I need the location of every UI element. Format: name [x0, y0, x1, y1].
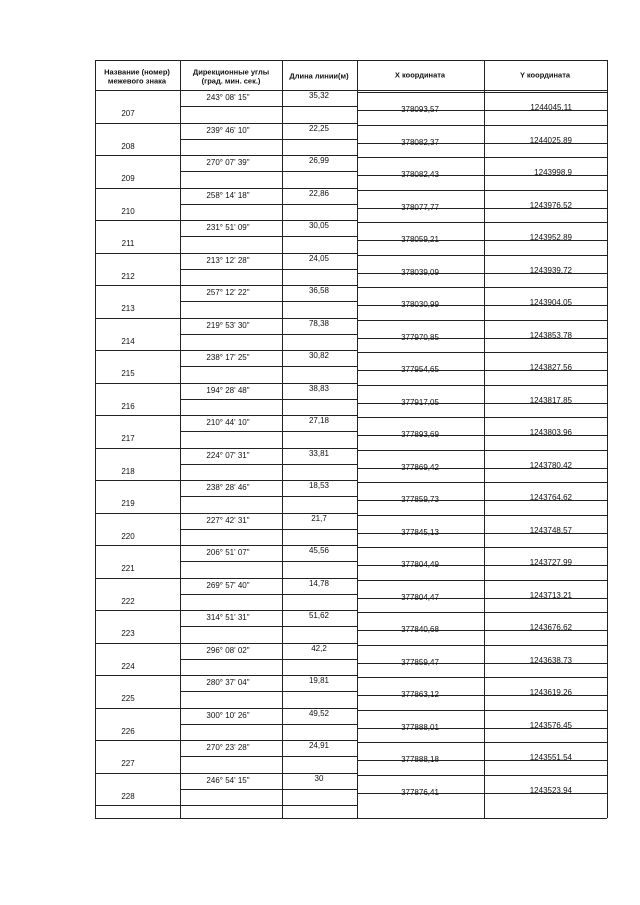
row-mid-line [180, 204, 357, 205]
row-name-border [95, 740, 180, 741]
point-name: 224 [121, 661, 135, 671]
x-coordinate: 377893,69 [401, 430, 439, 440]
point-name: 211 [121, 239, 135, 249]
column-border [357, 60, 358, 818]
point-name: 220 [121, 531, 135, 541]
row-segment-border [180, 318, 357, 319]
header-name-line1: Название (номер) [104, 67, 170, 77]
row-coord-top [357, 677, 607, 678]
row-segment-border [180, 480, 357, 481]
length-value: 30,82 [308, 351, 330, 360]
row-name-border [95, 155, 180, 156]
angle-value: 213° 12' 28" [206, 255, 250, 265]
row-name-border [95, 513, 180, 514]
point-name: 217 [121, 434, 135, 444]
y-coordinate: 1243904,05 [529, 298, 572, 308]
y-coordinate: 1243523,94 [529, 785, 572, 795]
y-coordinate: 1243853,78 [529, 330, 572, 340]
row-coord-top [357, 645, 607, 646]
y-coordinate: 1243748,57 [529, 525, 572, 535]
row-mid-line [180, 431, 357, 432]
length-value: 36,58 [308, 286, 330, 295]
angle-value: 280° 37' 04" [206, 678, 250, 687]
point-name: 209 [121, 174, 135, 184]
angle-value: 243° 08' 15" [206, 93, 250, 102]
angle-value: 300° 10' 26" [206, 710, 250, 720]
row-segment-border [180, 253, 357, 254]
angle-value: 270° 07' 39" [206, 158, 250, 167]
row-mid-line [180, 236, 357, 237]
length-value: 27,18 [308, 416, 330, 425]
angle-value: 210° 44' 10" [206, 418, 250, 427]
x-coordinate: 377954,65 [401, 365, 439, 375]
column-border [180, 60, 181, 818]
row-mid-line [180, 724, 357, 725]
point-name: 219 [121, 499, 135, 509]
length-value: 24,91 [308, 741, 330, 750]
header-angle-line1: Дирекционные углы [192, 67, 270, 77]
y-coordinate: 1243551,54 [529, 753, 572, 763]
row-mid-line [180, 691, 357, 692]
x-coordinate: 378077,77 [401, 202, 439, 212]
angle-value: 206° 51' 07" [206, 548, 250, 557]
y-coordinate: 1243713,21 [529, 590, 572, 600]
row-segment-border [180, 545, 357, 546]
row-mid-line [180, 301, 357, 302]
length-value: 33,81 [308, 448, 330, 458]
x-coordinate: 377863,12 [401, 690, 439, 700]
y-coordinate: 1243939,72 [529, 265, 572, 275]
row-mid-line [180, 464, 357, 465]
header-name-line2: межевого знака [107, 76, 167, 86]
row-mid-line [180, 269, 357, 270]
length-value: 42,2 [311, 643, 327, 653]
row-segment-border [180, 513, 357, 514]
x-coordinate: 377869,42 [401, 462, 439, 472]
row-name-border [95, 318, 180, 319]
header-angle-line2: (град. мин. сек.) [201, 76, 261, 86]
row-coord-top [357, 255, 607, 256]
y-coordinate: 1243780,42 [529, 460, 572, 470]
y-coordinate: 1243638,73 [529, 655, 572, 665]
row-name-border [95, 123, 180, 124]
row-name-border [95, 448, 180, 449]
angle-value: 258° 14' 18" [206, 190, 250, 200]
y-coordinate: 1243998,9 [534, 168, 572, 178]
angle-value: 270° 23' 28" [206, 743, 250, 752]
row-coord-top [357, 125, 607, 126]
point-name: 210 [121, 206, 135, 216]
length-value: 14,78 [308, 578, 330, 588]
row-name-border [95, 383, 180, 384]
y-coordinate: 1244045,11 [530, 103, 572, 113]
row-mid-line [180, 561, 357, 562]
length-value: 78,38 [308, 318, 330, 328]
column-border [282, 60, 283, 818]
length-value: 19,81 [308, 676, 330, 685]
row-segment-border [180, 740, 357, 741]
row-coord-top [357, 710, 607, 711]
row-coord-top [357, 157, 607, 158]
row-name-border [95, 578, 180, 579]
row-segment-border [180, 155, 357, 156]
row-coord-top [357, 417, 607, 418]
length-value: 18,53 [308, 481, 330, 490]
y-coordinate: 1243803,96 [529, 428, 572, 438]
row-segment-border [180, 675, 357, 676]
length-value: 22,86 [308, 188, 330, 198]
point-name: 222 [121, 596, 135, 606]
row-coord-top [357, 287, 607, 288]
header-x: X координата [394, 70, 446, 80]
length-value: 51,62 [308, 611, 330, 620]
y-coordinate: 1243576,45 [529, 720, 572, 730]
angle-value: 257° 12' 22" [206, 288, 250, 297]
row-coord-top [357, 547, 607, 548]
point-name: 207 [121, 109, 135, 119]
row-mid-line [180, 334, 357, 335]
length-value: 26,99 [308, 156, 330, 165]
angle-value: 314° 51' 31" [206, 613, 250, 622]
row-mid-line [180, 529, 357, 530]
point-name: 223 [121, 629, 135, 639]
x-coordinate: 378082,43 [401, 170, 439, 180]
y-coordinate: 1243764,62 [529, 493, 572, 503]
x-coordinate: 377888,18 [401, 755, 439, 765]
row-name-border [95, 220, 180, 221]
angle-value: 238° 28' 46" [206, 483, 250, 492]
row-segment-border [180, 220, 357, 221]
header-bottom-border [95, 90, 607, 91]
y-coordinate: 1243976,52 [529, 200, 572, 210]
row-mid-line [180, 106, 357, 107]
x-coordinate: 378030,99 [401, 300, 439, 310]
row-name-border [95, 350, 180, 351]
length-value: 49,52 [308, 708, 330, 718]
angle-value: 269° 57' 40" [206, 580, 250, 590]
x-coordinate: 377859,73 [401, 495, 439, 505]
row-coord-top [357, 450, 607, 451]
x-coordinate: 377970,85 [401, 332, 439, 342]
row-mid-line [180, 171, 357, 172]
column-border [607, 60, 608, 818]
row-coord-top [357, 92, 607, 93]
x-coordinate: 378039,09 [401, 267, 439, 277]
angle-value: 219° 53' 30" [206, 320, 250, 330]
length-value: 22,25 [308, 123, 330, 133]
x-coordinate: 378059,21 [401, 235, 439, 245]
row-mid-line [180, 594, 357, 595]
row-name-border [95, 708, 180, 709]
length-value: 21,7 [311, 513, 327, 523]
x-coordinate: 377840,68 [401, 625, 439, 635]
row-segment-border [180, 285, 357, 286]
row-coord-top [357, 515, 607, 516]
point-name: 218 [121, 466, 135, 476]
x-coordinate: 378082,37 [401, 137, 439, 147]
length-value: 24,05 [308, 253, 330, 263]
row-coord-top [357, 352, 607, 353]
header-y: Y координата [519, 70, 571, 80]
row-name-border [95, 610, 180, 611]
angle-value: 238° 17' 25" [206, 353, 250, 362]
header-length: Длина линии(м) [289, 71, 349, 81]
row-mid-line [180, 789, 357, 790]
row-coord-top [357, 482, 607, 483]
x-coordinate: 377845,13 [401, 527, 439, 537]
row-coord-top [357, 775, 607, 776]
row-name-border [95, 773, 180, 774]
length-value: 35,32 [308, 91, 330, 100]
point-name: 212 [121, 271, 135, 281]
y-coordinate: 1243952,89 [529, 233, 572, 243]
row-name-border [95, 675, 180, 676]
row-coord-top [357, 580, 607, 581]
row-segment-border [180, 805, 357, 806]
length-value: 30 [314, 773, 324, 783]
point-name: 215 [121, 369, 135, 379]
table-bottom-border [95, 818, 607, 819]
row-coord-top [357, 190, 607, 191]
angle-value: 227° 42' 31" [206, 515, 250, 525]
x-coordinate: 378093,57 [401, 105, 439, 115]
angle-value: 246° 54' 15" [206, 775, 250, 785]
point-name: 227 [121, 759, 135, 769]
length-value: 45,56 [308, 546, 330, 555]
length-value: 30,05 [308, 221, 330, 230]
row-segment-border [180, 708, 357, 709]
x-coordinate: 377917,05 [401, 397, 439, 407]
angle-value: 224° 07' 31" [206, 450, 250, 460]
row-segment-border [180, 350, 357, 351]
angle-value: 239° 46' 10" [206, 125, 250, 135]
row-mid-line [180, 496, 357, 497]
y-coordinate: 1243676,62 [529, 623, 572, 633]
point-name: 226 [121, 726, 135, 736]
point-name: 214 [121, 336, 135, 346]
point-name: 225 [121, 694, 135, 704]
x-coordinate: 377859,47 [401, 657, 439, 667]
row-coord-top [357, 742, 607, 743]
row-name-border [95, 480, 180, 481]
length-value: 38,83 [308, 383, 330, 393]
column-border [95, 60, 96, 818]
table-top-border [95, 60, 607, 61]
row-coord-top [357, 222, 607, 223]
row-name-border [95, 415, 180, 416]
point-name: 221 [121, 564, 135, 574]
row-mid-line [180, 139, 357, 140]
row-segment-border [180, 448, 357, 449]
row-mid-line [180, 659, 357, 660]
row-name-border [95, 643, 180, 644]
row-segment-border [180, 610, 357, 611]
row-segment-border [180, 578, 357, 579]
row-segment-border [180, 123, 357, 124]
column-border [484, 60, 485, 818]
row-name-border [95, 188, 180, 189]
row-segment-border [180, 383, 357, 384]
row-mid-line [180, 399, 357, 400]
point-name: 213 [121, 304, 135, 314]
point-name: 228 [121, 791, 135, 801]
row-segment-border [180, 188, 357, 189]
x-coordinate: 377804,47 [401, 592, 439, 602]
row-name-border [95, 805, 180, 806]
point-name: 216 [121, 401, 135, 411]
angle-value: 296° 08' 02" [206, 645, 250, 655]
angle-value: 231° 51' 09" [206, 223, 250, 232]
row-coord-top [357, 320, 607, 321]
row-mid-line [180, 756, 357, 757]
row-mid-line [180, 626, 357, 627]
y-coordinate: 1243727,99 [529, 558, 572, 568]
row-segment-border [180, 643, 357, 644]
y-coordinate: 1244025,89 [529, 135, 572, 145]
row-segment-border [180, 415, 357, 416]
x-coordinate: 377876,41 [401, 787, 439, 797]
row-mid-line [180, 366, 357, 367]
y-coordinate: 1243619,26 [529, 688, 572, 698]
row-segment-border [180, 773, 357, 774]
y-coordinate: 1243817,85 [529, 395, 572, 405]
x-coordinate: 377804,49 [401, 560, 439, 570]
row-name-border [95, 253, 180, 254]
point-name: 208 [121, 141, 135, 151]
row-name-border [95, 285, 180, 286]
row-coord-top [357, 385, 607, 386]
row-coord-top [357, 612, 607, 613]
y-coordinate: 1243827,56 [529, 363, 572, 373]
row-name-border [95, 545, 180, 546]
x-coordinate: 377888,01 [401, 722, 439, 732]
angle-value: 194° 28' 48" [206, 385, 250, 395]
